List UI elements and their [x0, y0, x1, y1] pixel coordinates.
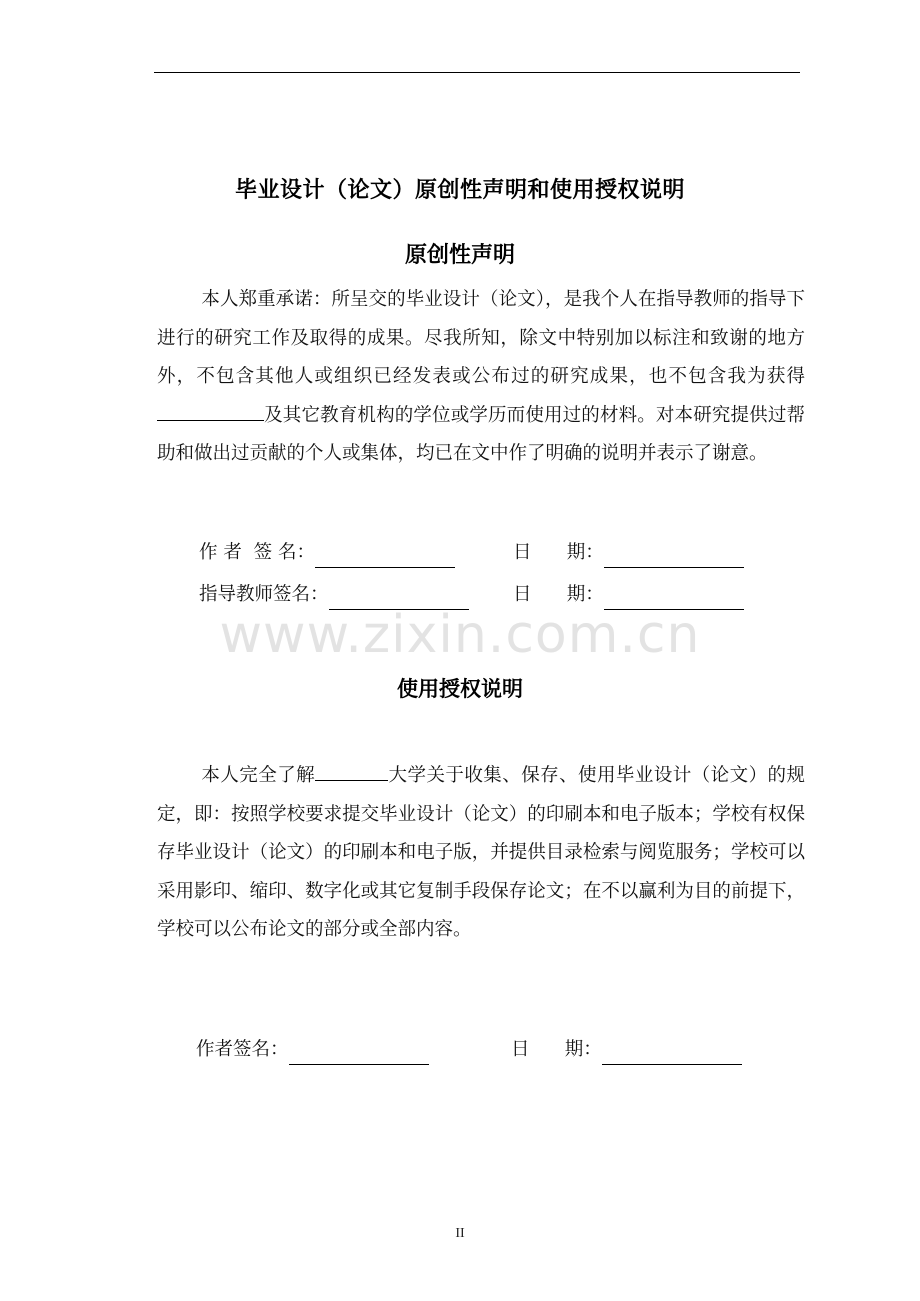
authorization-date-label: 日 期：	[511, 1039, 602, 1060]
authorization-signature-line	[289, 1044, 429, 1065]
author-date-line	[604, 547, 744, 568]
authorization-text-start: 本人完全了解	[201, 765, 316, 786]
supervisor-signature-label: 指导教师签名：	[199, 584, 329, 605]
originality-text-start: 本人郑重承诺：所呈交的毕业设计（论文），是我个人在指导教师的指导下进行的研究工作及取得的成果。尽我所知，除文中特别加以标注和致谢的地方外，不包含其他人或组织已经发表或公布过的研究成果，也不包含我为获得	[157, 289, 805, 387]
authorization-signature-label: 作者签名：	[196, 1039, 289, 1060]
institution-blank	[157, 400, 264, 420]
originality-text-end: 及其它教育机构的学位或学历而使用过的材料。对本研究提供过帮助和做出过贡献的个人或集体，均已在文中作了明确的说明并表示了谢意。	[157, 404, 805, 464]
supervisor-date-label: 日 期：	[513, 584, 604, 605]
author-signature-label: 作 者 签 名：	[199, 542, 316, 563]
university-blank	[315, 761, 388, 781]
author-date-label: 日 期：	[513, 542, 604, 563]
author-signature-line	[315, 547, 455, 568]
author-signature-row	[199, 538, 455, 568]
watermark: www.zixin.com.cn	[219, 605, 701, 665]
authorization-heading: 使用授权说明	[397, 677, 523, 701]
header-rule	[154, 72, 800, 73]
authorization-paragraph	[157, 757, 805, 950]
document-title: 毕业设计（论文）原创性声明和使用授权说明	[234, 178, 685, 203]
authorization-text-end: 大学关于收集、保存、使用毕业设计（论文）的规定，即：按照学校要求提交毕业设计（论文）的印刷本和电子版本；学校有权保存毕业设计（论文）的印刷本和电子版，并提供目录检索与阅览服务；学校可以采用影印、缩印、数字化或其它复制手段保存论文；在不以赢利为目的前提下，学校可以公布论文的部分或全部内容。	[157, 765, 805, 940]
originality-heading: 原创性声明	[404, 243, 515, 268]
page-number: II	[455, 1226, 465, 1241]
authorization-signature-row	[196, 1035, 429, 1065]
authorization-date-line	[602, 1044, 742, 1065]
originality-paragraph	[157, 281, 805, 474]
author-date-row	[513, 538, 744, 568]
authorization-date-row	[511, 1035, 742, 1065]
